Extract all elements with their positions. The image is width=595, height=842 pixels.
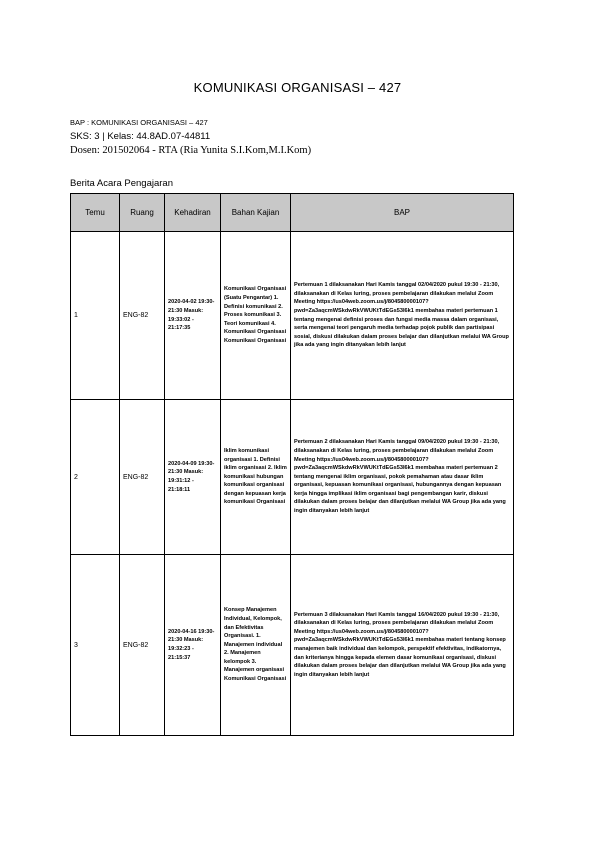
header-kehadiran: Kehadiran [165,194,221,232]
sks-class-line: SKS: 3 | Kelas: 44.8AD.07-44811 [70,131,211,142]
bap-table [70,193,514,736]
study-material: Konsep Manajemen Individual, Kelompok, dan Efektivitas Organisasi. 1. Manajemen individual 2. Manajemen kelompok 3. Manajemen organisasi Komunikasi Organisasi [221,555,291,736]
attendance: 2020-04-02 19:30-21:30 Masuk: 19:33:02 - 21:17:35 [165,232,221,400]
header-bap: BAP [291,194,514,232]
meeting-number: 3 [71,555,120,736]
document-title: KOMUNIKASI ORGANISASI – 427 [193,80,402,95]
header-temu: Temu [71,194,120,232]
table-row [71,555,514,736]
room: ENG-82 [120,400,165,555]
meeting-number: 1 [71,232,120,400]
study-material: Komunikasi Organisasi (Suatu Pengantar) 1. Definisi komunikasi 2. Proses komunikasi 3. Teori komunikasi 4. Komunikasi Organisasi Komunikasi Organisasi [221,232,291,400]
lecturer-line: Dosen: 201502064 - RTA (Ria Yunita S.I.Kom,M.I.Kom) [70,145,312,156]
meeting-number: 2 [71,400,120,555]
bap-course-line: BAP : KOMUNIKASI ORGANISASI – 427 [70,118,208,127]
section-title: Berita Acara Pengajaran [70,178,173,189]
study-material: Iklim komunikasi organisasi 1. Definisi iklim organisasi 2. Iklim komunikasi hubungan komunikasi organisasi dengan kepuasan kerja komunikasi Organisasi [221,400,291,555]
header-ruang: Ruang [120,194,165,232]
table-header-row [71,194,514,232]
attendance: 2020-04-16 19:30-21:30 Masuk: 19:32:23 - 21:15:37 [165,555,221,736]
bap-description: Pertemuan 3 dilaksanakan Hari Kamis tanggal 16/04/2020 pukul 19:30 - 21:30, dilaksanakan di Kelas luring, proses pembelajaran dilakukan melalui Zoom Meeting https://us04web.zoom.us/j/804580000107?pwd=Za3aqcmWSkdwRkVWUKtTdEGs53I6k1 membahas materi tentang konsep manajemen baik individual dan kelompok, perspektif efektivitas, indikatornya, dan kriterianya hingga kepada elemen dasar komunikasi organisasi, diskusi dilakukan dalam proses belajar dan dilanjutkan melalui WA Group jika ada yang ingin ditanyakan lebih lanjut [291,555,514,736]
bap-description: Pertemuan 2 dilaksanakan Hari Kamis tanggal 09/04/2020 pukul 19:30 - 21:30, dilaksanakan di Kelas luring, proses pembelajaran dilakukan melalui Zoom Meeting https://us04web.zoom.us/j/804580000107?pwd=Za3aqcmWSkdwRkVWUKtTdEGs53I6k1 membahas materi pertemuan 2 tentang mengenai iklim organisasi, pokok pemahaman atau dasar iklim organisasi, kepuasan komunikasi organisasi, hubungannya dengan kepuasan kerja hingga implikasi iklim organisasi bagi pengembangan karir, diskusi dilakukan dalam proses belajar dan dilanjutkan melalui WA Group jika ada yang ingin ditanyakan lebih lanjut [291,400,514,555]
table-row [71,232,514,400]
attendance: 2020-04-09 19:30-21:30 Masuk: 19:31:12 - 21:18:11 [165,400,221,555]
room: ENG-82 [120,232,165,400]
table-row [71,400,514,555]
room: ENG-82 [120,555,165,736]
bap-description: Pertemuan 1 dilaksanakan Hari Kamis tanggal 02/04/2020 pukul 19:30 - 21:30, dilaksanakan di Kelas luring, proses pembelajaran dilakukan melalui Zoom Meeting https://us04web.zoom.us/j/804580000107?pwd=Za3aqcmWSkdwRkVWUKtTdEGs53I6k1 membahas materi pertemuan 1 tentang mengenai definisi proses dan fungsi media massa dalam organisasi, serta mengenai teori pengaruh media terhadap pojok publik dan partisipasi sosial, diskusi dilakukan dalam proses belajar dan dilanjutkan melalui WA Group jika ada yang ingin ditanyakan lebih lanjut [291,232,514,400]
header-bahan-kajian: Bahan Kajian [221,194,291,232]
